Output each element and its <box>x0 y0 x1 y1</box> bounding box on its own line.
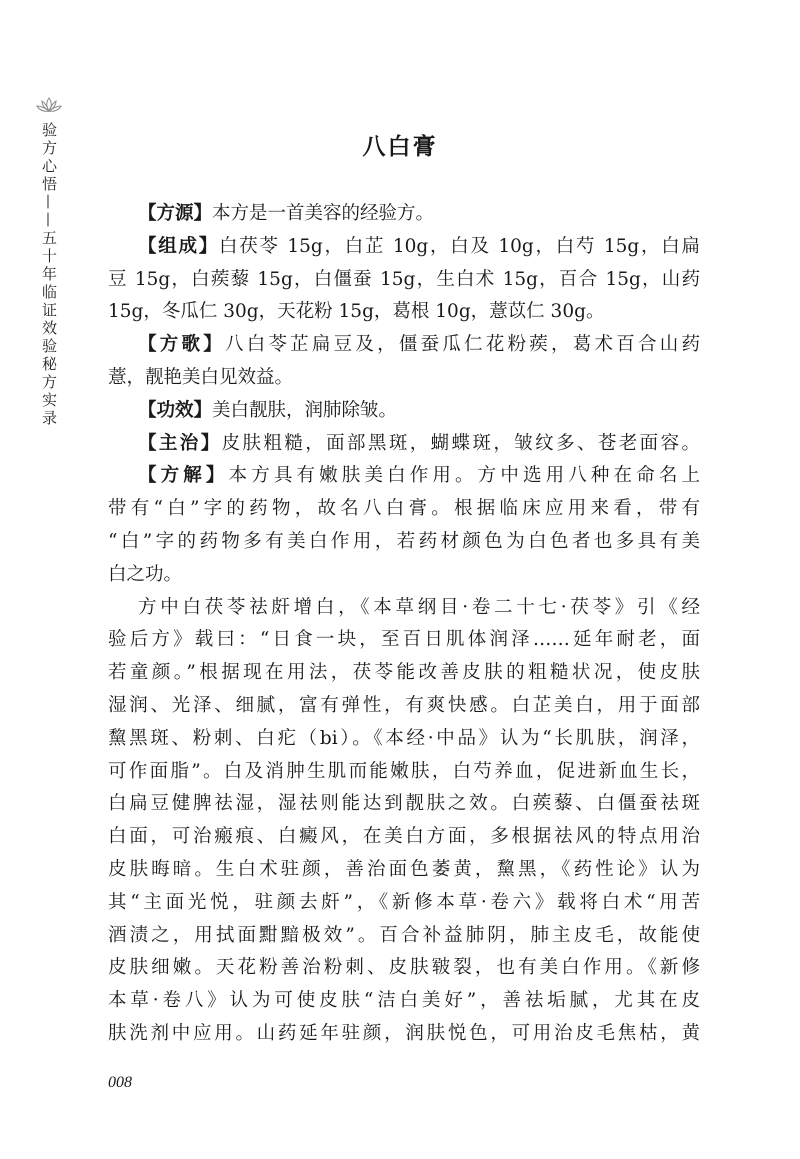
line-text: 方中白茯苓祛皯增白，《本草纲目·卷二十七·茯苓》引《经 <box>138 596 700 618</box>
section-label: 【方解】 <box>138 465 229 487</box>
line-text: 黧黑斑、粉刺、白疕（bi）。《本经·中品》认为“长肌肤，润泽， <box>108 727 700 749</box>
text-line <box>108 887 700 920</box>
text-line <box>108 657 700 690</box>
text-line <box>108 788 700 821</box>
text-line <box>108 231 700 264</box>
text-line <box>108 690 700 723</box>
book-title-vertical: 验方心悟——五十年临证效验秘方实录 <box>40 122 58 428</box>
line-text: 皮肤细嫩。天花粉善治粉刺、皮肤皲裂，也有美白作用。《新修 <box>108 957 700 979</box>
text-line <box>108 264 700 297</box>
text-line <box>108 362 700 395</box>
text-line <box>108 624 700 657</box>
line-text: 15g，冬瓜仁 30g，天花粉 15g，葛根 10g，薏苡仁 30g。 <box>108 301 605 323</box>
text-line <box>108 395 700 428</box>
text-line <box>108 821 700 854</box>
text-line <box>108 723 700 756</box>
line-text: 美白靓肤，润肺除皱。 <box>212 399 398 421</box>
line-text: 其“主面光悦，驻颜去皯”，《新修本草·卷六》载将白术“用苦 <box>108 891 700 913</box>
line-text: 本方是一首美容的经验方。 <box>212 203 435 224</box>
section-label: 【方源】 <box>138 203 213 224</box>
page-title: 八白膏 <box>362 134 438 160</box>
line-text: 白之功。 <box>108 563 183 585</box>
line-text: 白扁豆健脾祛湿，湿祛则能达到靓肤之效。白蒺藜、白僵蚕祛斑 <box>108 793 700 815</box>
line-text: 白面，可治瘢痕、白癜风，在美白方面，多根据祛风的特点用治 <box>108 826 700 848</box>
section-label: 【组成】 <box>138 235 219 257</box>
line-text: 皮肤粗糙，面部黑斑，蝴蝶斑，皱纹多、苍老面容。 <box>221 432 700 454</box>
section-label: 【主治】 <box>138 432 222 454</box>
text-line <box>108 854 700 887</box>
text-line <box>108 559 700 592</box>
line-text: 带有“白”字的药物，故名八白膏。根据临床应用来看，带有 <box>108 498 700 520</box>
section-label: 【方歌】 <box>138 334 225 356</box>
section-label: 【功效】 <box>138 399 213 421</box>
line-text: 豆 15g，白蒺藜 15g，白僵蚕 15g，生白术 15g，百合 15g，山药 <box>108 268 700 290</box>
page-number: 008 <box>108 1074 132 1091</box>
text-line <box>108 592 700 625</box>
line-text: 本草·卷八》认为可使皮肤“洁白美好”，善祛垢腻，尤其在皮 <box>108 990 700 1012</box>
text-line <box>108 1018 700 1051</box>
line-text: 白茯苓 15g，白芷 10g，白及 10g，白芍 15g，白扁 <box>219 235 700 257</box>
text-line <box>108 460 700 493</box>
line-text: 酒渍之，用拭面黚黯极效”。百合补益肺阴，肺主皮毛，故能使 <box>108 924 700 946</box>
text-line <box>108 920 700 953</box>
text-line <box>108 493 700 526</box>
text-line <box>108 526 700 559</box>
line-text: 皮肤晦暗。生白术驻颜，善治面色萎黄，黧黑，《药性论》认为 <box>108 858 700 880</box>
body-text <box>108 198 700 1051</box>
text-line <box>108 756 700 789</box>
text-line <box>108 296 700 329</box>
line-text: 验后方》载曰：“日食一块，至百日肌体润泽……延年耐老，面 <box>108 629 700 651</box>
lotus-icon <box>36 96 62 114</box>
line-text: 八白苓芷扁豆及，僵蚕瓜仁花粉蒺，葛术百合山药 <box>224 334 700 356</box>
text-line <box>108 952 700 985</box>
text-line <box>108 985 700 1018</box>
line-text: 肤洗剂中应用。山药延年驻颜，润肤悦色，可用治皮毛焦枯，黄 <box>108 1022 700 1044</box>
line-text: 可作面脂”。白及消肿生肌而能嫩肤，白芍养血，促进新血生长， <box>108 760 700 782</box>
line-text: 湿润、光泽、细腻，富有弹性，有爽快感。白芷美白，用于面部 <box>108 694 700 716</box>
text-line <box>108 329 700 362</box>
text-line <box>108 428 700 461</box>
line-text: “白”字的药物多有美白作用，若药材颜色为白色者也多具有美 <box>108 530 700 552</box>
line-text: 本方具有嫩肤美白作用。方中选用八种在命名上 <box>228 465 700 487</box>
line-text: 薏，靓艳美白见效益。 <box>108 366 294 388</box>
line-text: 若童颜。”根据现在用法，茯苓能改善皮肤的粗糙状况，使皮肤 <box>108 662 700 684</box>
text-line <box>108 198 700 231</box>
